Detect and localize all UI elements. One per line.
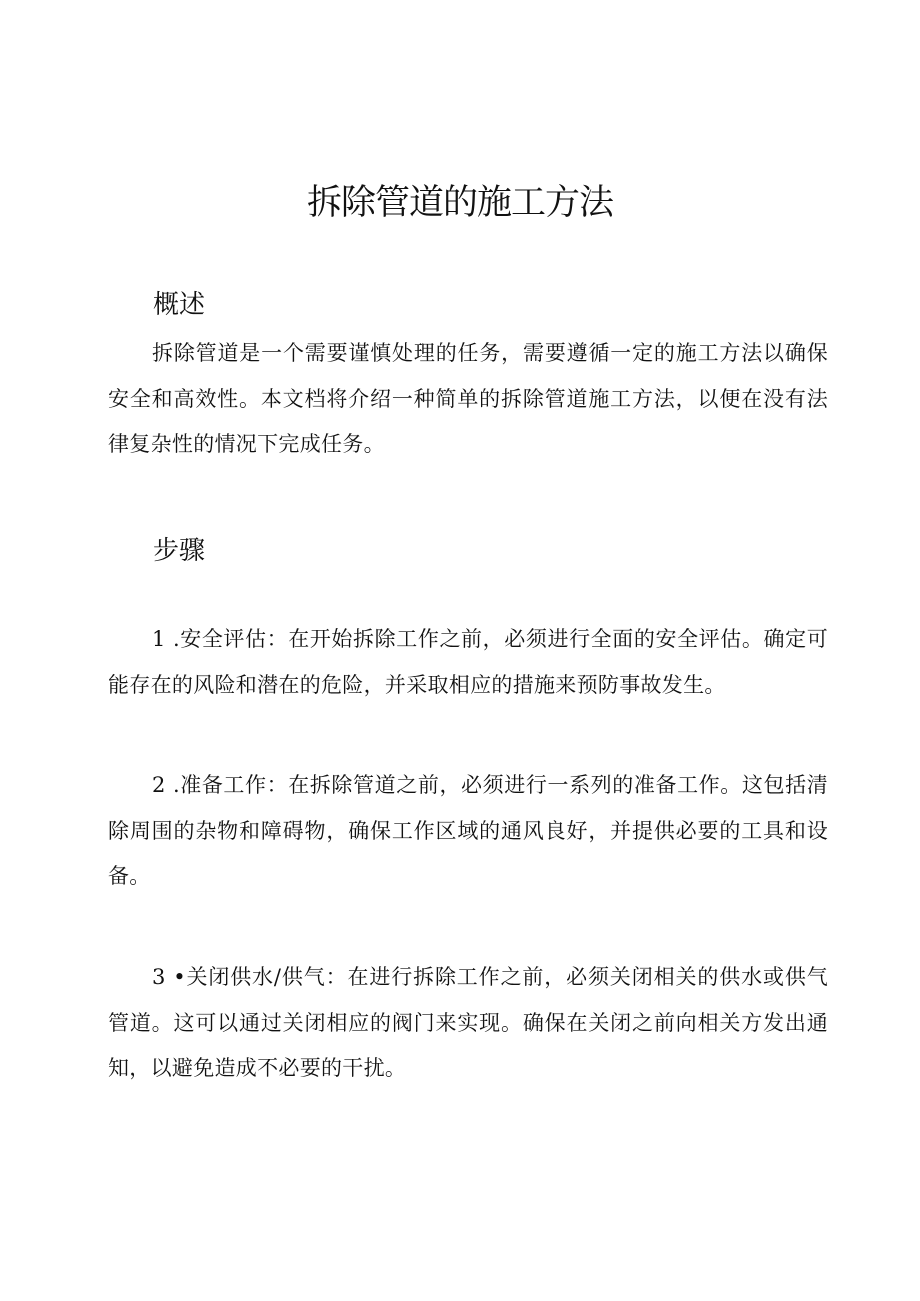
step-item-3: 3 •关闭供水/供气：在进行拆除工作之前，必须关闭相关的供水或供气管道。这可以通过关闭相应的阀门来实现。确保在关闭之前向相关方发出通知，以避免造成不必要的干扰。 [108, 965, 828, 1080]
document-title: 拆除管道的施工方法 [306, 183, 613, 223]
step-item-2: 2 .准备工作：在拆除管道之前，必须进行一系列的准备工作。这包括清除周围的杂物和障碍物，确保工作区域的通风良好，并提供必要的工具和设备。 [108, 773, 828, 888]
step-item-1: 1 .安全评估：在开始拆除工作之前，必须进行全面的安全评估。确定可能存在的风险和潜在的危险，并采取相应的措施来预防事故发生。 [108, 627, 828, 697]
overview-paragraph: 拆除管道是一个需要谨慎处理的任务，需要遵循一定的施工方法以确保安全和高效性。本文档将介绍一种简单的拆除管道施工方法，以便在没有法律复杂性的情况下完成任务。 [108, 341, 828, 456]
overview-heading: 概述 [153, 290, 206, 320]
steps-heading: 步骤 [153, 536, 206, 566]
